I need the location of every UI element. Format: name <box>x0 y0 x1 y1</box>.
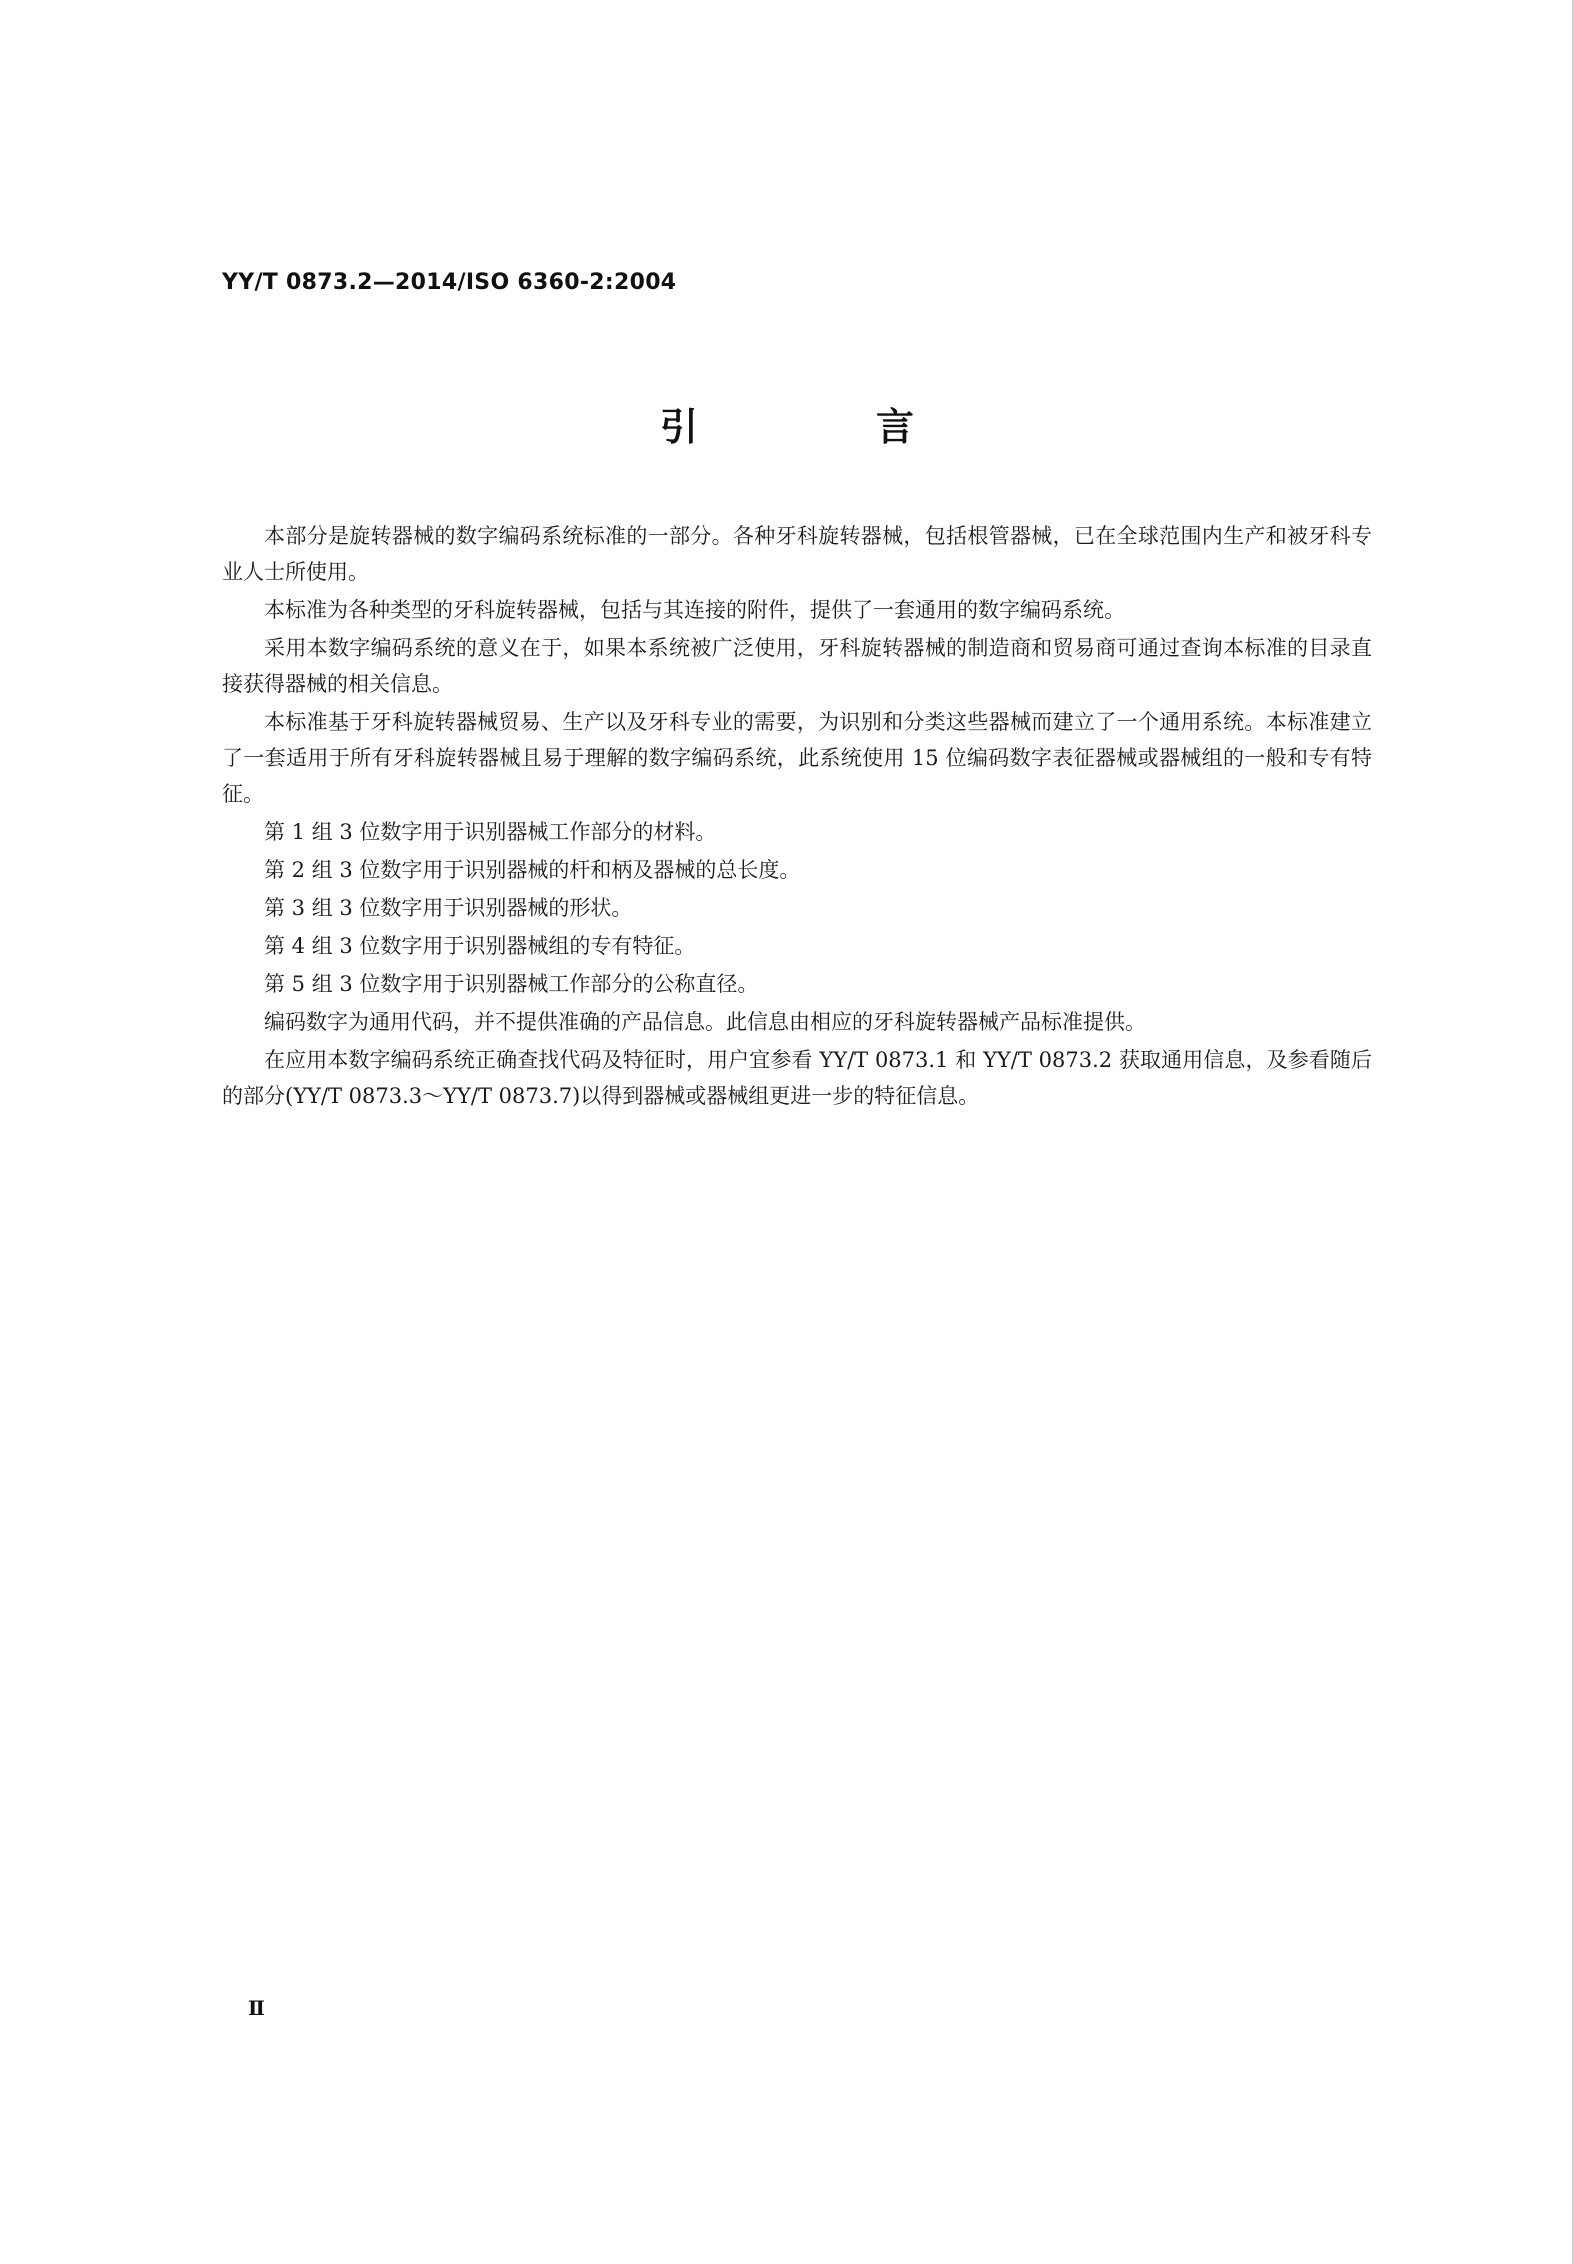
paragraph: 编码数字为通用代码，并不提供准确的产品信息。此信息由相应的牙科旋转器械产品标准提供。 <box>264 1010 1146 1034</box>
paragraph: 在应用本数字编码系统正确查找代码及特征时，用户宜参看 YY/T 0873.1 和 YY/T 0873.2 获取通用信息，及参看随后的部分(YY/T 0873.3～YY/T 0873.7)以得到器械或器械组更进一步的特征信息。 <box>222 1048 1372 1108</box>
paragraph: 本标准基于牙科旋转器械贸易、生产以及牙科专业的需要，为识别和分类这些器械而建立了一个通用系统。本标准建立了一套适用于所有牙科旋转器械且易于理解的数字编码系统，此系统使用 15 位编码数字表征器械或器械组的一般和专有特征。 <box>222 710 1372 806</box>
paragraph: 第 3 组 3 位数字用于识别器械的形状。 <box>264 896 633 920</box>
standard-number-header: YY/T 0873.2—2014/ISO 6360-2:2004 <box>222 270 677 295</box>
introduction-body <box>222 518 1372 1116</box>
paragraph: 第 5 组 3 位数字用于识别器械工作部分的公称直径。 <box>264 972 759 996</box>
paragraph: 本标准为各种类型的牙科旋转器械，包括与其连接的附件，提供了一套通用的数字编码系统。 <box>264 598 1125 622</box>
paragraph: 第 4 组 3 位数字用于识别器械组的专有特征。 <box>264 934 696 958</box>
paragraph: 采用本数字编码系统的意义在于，如果本系统被广泛使用，牙科旋转器械的制造商和贸易商可通过查询本标准的目录直接获得器械的相关信息。 <box>222 636 1372 696</box>
paragraph: 第 2 组 3 位数字用于识别器械的杆和柄及器械的总长度。 <box>264 858 801 882</box>
section-title: 引 言 <box>659 405 984 449</box>
paragraph: 本部分是旋转器械的数字编码系统标准的一部分。各种牙科旋转器械，包括根管器械，已在全球范围内生产和被牙科专业人士所使用。 <box>222 524 1372 584</box>
paragraph: 第 1 组 3 位数字用于识别器械工作部分的材料。 <box>264 820 717 844</box>
page-number: Ⅱ <box>248 1996 265 2020</box>
